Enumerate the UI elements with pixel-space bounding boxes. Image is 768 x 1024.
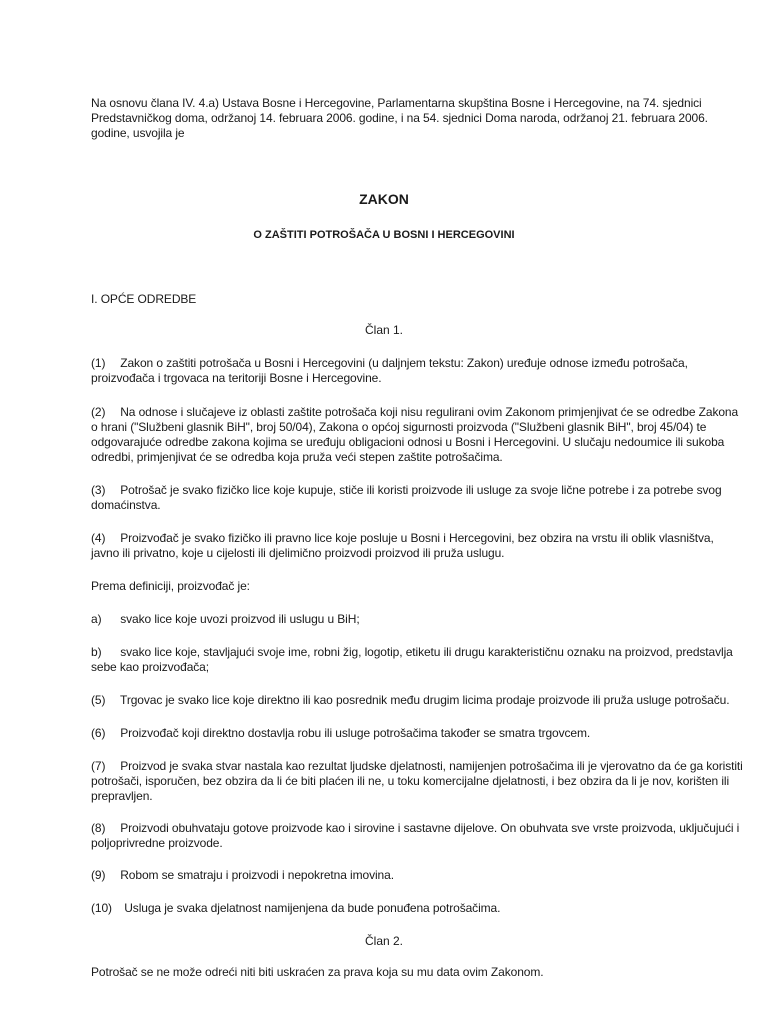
paragraph-text: javno ili privatno, koje u cijelosti ili djelimično proizvodi proizvod ili pruža uslugu.: [91, 546, 505, 560]
preamble: [91, 96, 708, 141]
paragraph-5: [91, 693, 730, 708]
paragraph-number: (4): [91, 531, 106, 545]
paragraph-text: Na odnose i slučajeve iz oblasti zaštite potrošača koji nisu regulirani ovim Zakonom primjenjivat će se odredbe Zakona: [120, 405, 739, 419]
paragraph-9: [91, 868, 681, 883]
paragraph-10: [91, 901, 681, 916]
paragraph-number: (1): [91, 356, 106, 370]
article-heading: Član 1.: [364, 323, 404, 337]
document-subtitle: O ZAŠTITI POTROŠAČA U BOSNI I HERCEGOVINI: [253, 229, 515, 241]
paragraph-number: (10): [91, 901, 112, 915]
article-2-paragraph: [91, 965, 681, 980]
paragraph-text: Trgovac je svako lice koje direktno ili kao posrednik među drugim licima prodaje proizvode ili pruža usluge potrošaču.: [120, 693, 730, 707]
paragraph-8: [91, 821, 740, 851]
paragraph-text: domaćinstva.: [91, 498, 161, 512]
paragraph-text: Robom se smatraju i proizvodi i nepokretna imovina.: [120, 868, 394, 882]
paragraph-text: Proizvođač je svako fizičko ili pravno lice koje posluje u Bosni i Hercegovini, bez obzira na vrstu ili oblik vlasništva,: [120, 531, 714, 545]
paragraph-a: [91, 612, 681, 627]
paragraph-text: proizvođača i trgovaca na teritoriji Bosne i Hercegovine.: [91, 371, 382, 385]
paragraph-text: Proizvod je svaka stvar nastala kao rezultat ljudske djelatnosti, namijenjen potrošačima ili je vjerovatno da će ga koristiti: [120, 759, 743, 773]
paragraph-number: (6): [91, 726, 106, 740]
paragraph-number: (8): [91, 821, 106, 835]
paragraph-number: (3): [91, 483, 106, 497]
paragraph-2: [91, 405, 739, 465]
paragraph-7: [91, 759, 743, 804]
document-title: ZAKON: [359, 191, 409, 207]
paragraph-number: (7): [91, 759, 106, 773]
paragraph-text: odredbi, primjenjivat će se odredba koja pruža veći stepen zaštite potrošačima.: [91, 450, 503, 464]
paragraph-text: prepravljen.: [91, 789, 153, 803]
paragraph-text: Potrošač se ne može odreći niti biti uskraćen za prava koja su mu data ovim Zakonom.: [91, 965, 544, 979]
paragraph-number: (2): [91, 405, 106, 419]
paragraph-text: svako lice koje uvozi proizvod ili uslugu u BiH;: [120, 612, 360, 626]
paragraph-text: poljoprivredne proizvode.: [91, 836, 223, 850]
preamble-line: godine, usvojila je: [91, 126, 185, 140]
paragraph-text: potrošači, isporučen, bez obzira da li će biti plaćen ili ne, u toku komercijalne djelatnosti, i bez obzira da li je nov, korišten ili: [91, 774, 730, 788]
paragraph-text: o hrani ("Službeni glasnik BiH", broj 50/04), Zakona o općoj sigurnosti proizvoda ("Službeni glasnik BiH", broj 45/04) te: [91, 420, 707, 434]
paragraph-3: [91, 483, 722, 513]
paragraph-6: [91, 726, 681, 741]
section-heading: I. OPĆE ODREDBE: [91, 292, 197, 306]
paragraph-text: odgovarajuće odredbe zakona kojima se uređuju obligacioni odnosi u Bosni i Hercegovini. U slučaju nedoumice ili sukoba: [91, 435, 725, 449]
paragraph-text: Potrošač je svako fizičko lice koje kupuje, stiče ili koristi proizvode ili usluge za svoje lične potrebe i za potrebe svog: [120, 483, 722, 497]
paragraph-1: [91, 356, 688, 386]
paragraph-number: b): [91, 645, 102, 659]
paragraph-number: a): [91, 612, 102, 626]
paragraph-text: sebe kao proizvođača;: [91, 660, 209, 674]
paragraph-text: Proizvođač koji direktno dostavlja robu ili usluge potrošačima također se smatra trgovcem.: [120, 726, 591, 740]
paragraph-number: (5): [91, 693, 106, 707]
paragraph-4: [91, 531, 714, 561]
paragraph-text: Zakon o zaštiti potrošača u Bosni i Hercegovini (u daljnjem tekstu: Zakon) uređuje odnose između potrošača,: [120, 356, 688, 370]
preamble-line: Na osnovu člana IV. 4.a) Ustava Bosne i Hercegovine, Parlamentarna skupština Bosne i Hercegovine, na 74. sjednici: [91, 96, 702, 110]
paragraph-number: (9): [91, 868, 106, 882]
article-heading: Član 2.: [364, 934, 404, 948]
preamble-line: Predstavničkog doma, održanoj 14. februara 2006. godine, i na 54. sjednici Doma naroda, održanoj 21. februara 2006.: [91, 111, 708, 125]
paragraph-b: [91, 645, 733, 675]
definition-intro: Prema definiciji, proizvođač je:: [91, 579, 250, 593]
paragraph-text: Usluga je svaka djelatnost namijenjena da bude ponuđena potrošačima.: [124, 901, 501, 915]
paragraph-text: svako lice koje, stavljajući svoje ime, robni žig, logotip, etiketu ili drugu karakterističnu oznaku na proizvod, predstavlja: [120, 645, 733, 659]
paragraph-text: Proizvodi obuhvataju gotove proizvode kao i sirovine i sastavne dijelove. On obuhvata sve vrste proizvoda, uključujući i: [120, 821, 740, 835]
